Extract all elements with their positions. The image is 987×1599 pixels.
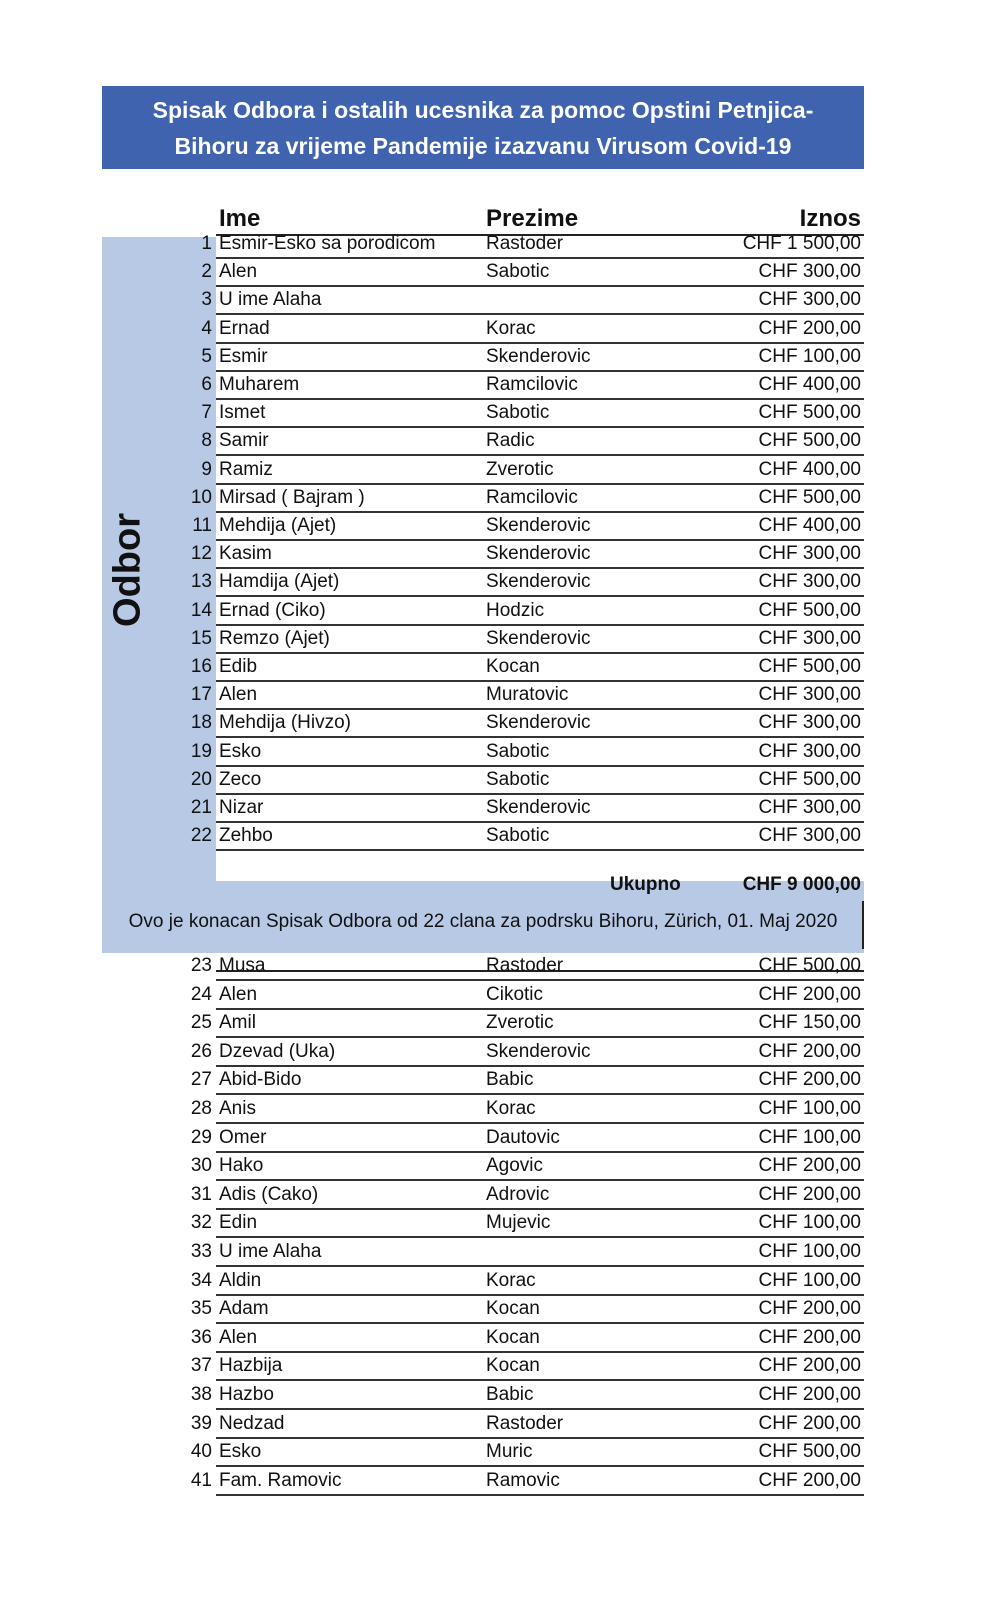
row-number: 38 — [190, 1384, 212, 1405]
row-ime: Alen — [219, 261, 258, 283]
row-number: 16 — [190, 656, 212, 677]
row-divider — [216, 483, 864, 485]
row-prezime: Korac — [486, 1098, 536, 1119]
row-prezime: Babic — [486, 1069, 534, 1091]
row-ime: Hako — [219, 1155, 264, 1177]
row-prezime: Skenderovic — [486, 1040, 591, 1062]
row-ime: Dzevad (Uka) — [219, 1040, 336, 1062]
row-iznos: CHF 200,00 — [758, 1326, 861, 1348]
row-ime: Adam — [219, 1298, 269, 1320]
row-iznos: CHF 200,00 — [758, 317, 861, 339]
row-iznos: CHF 500,00 — [758, 768, 861, 790]
row-prezime: Kocan — [486, 1298, 540, 1320]
row-iznos: CHF 500,00 — [758, 599, 861, 621]
title-line-2: Bihoru za vrijeme Pandemije izazvanu Virusom Covid-19 — [174, 132, 792, 159]
row-number: 25 — [190, 1012, 212, 1034]
row-iznos: CHF 100,00 — [758, 345, 861, 367]
row-number: 11 — [192, 515, 212, 536]
row-prezime: Sabotic — [486, 402, 550, 424]
row-iznos: CHF 400,00 — [758, 515, 861, 536]
row-divider — [216, 257, 864, 259]
row-number: 35 — [190, 1298, 212, 1320]
row-number: 27 — [190, 1069, 212, 1091]
row-prezime: Muric — [486, 1441, 533, 1463]
row-iznos: CHF 500,00 — [758, 430, 861, 452]
row-divider — [216, 680, 864, 682]
row-ime: Ismet — [219, 402, 266, 424]
table-header — [0, 205, 987, 235]
row-iznos: CHF 400,00 — [758, 374, 861, 395]
row-iznos: CHF 200,00 — [758, 1355, 861, 1377]
row-number: 28 — [190, 1098, 212, 1119]
row-divider — [216, 1408, 864, 1410]
row-number: 1 — [201, 233, 212, 254]
column-header-ime: Ime — [219, 205, 261, 232]
row-prezime: Ramcilovic — [486, 486, 578, 508]
row-divider — [216, 370, 864, 372]
row-iznos: CHF 300,00 — [758, 825, 861, 847]
row-ime: Kasim — [219, 543, 272, 565]
row-ime: Ramiz — [219, 458, 273, 480]
row-iznos: CHF 500,00 — [758, 955, 861, 976]
row-prezime: Muratovic — [486, 684, 569, 706]
row-iznos: CHF 200,00 — [758, 1040, 861, 1062]
row-number: 39 — [190, 1412, 212, 1434]
row-number: 24 — [190, 983, 212, 1005]
row-divider — [216, 1179, 864, 1181]
row-divider — [216, 398, 864, 400]
row-number: 8 — [201, 430, 212, 452]
row-prezime: Ramcilovic — [486, 374, 578, 395]
row-number: 9 — [201, 458, 212, 480]
row-ime: Omer — [219, 1126, 267, 1148]
row-number: 29 — [190, 1126, 212, 1148]
note-border — [862, 901, 864, 949]
row-divider — [216, 765, 864, 767]
row-divider — [216, 708, 864, 710]
row-divider — [216, 1036, 864, 1038]
row-number: 37 — [190, 1355, 212, 1377]
row-iznos: CHF 300,00 — [758, 571, 861, 593]
row-prezime: Agovic — [486, 1155, 544, 1177]
row-divider — [216, 1437, 864, 1439]
row-ime: Alen — [219, 983, 258, 1005]
row-ime: Hazbo — [219, 1384, 274, 1405]
row-prezime: Kocan — [486, 656, 540, 677]
row-prezime: Skenderovic — [486, 345, 591, 367]
row-iznos: CHF 100,00 — [758, 1269, 861, 1291]
row-divider — [216, 1265, 864, 1267]
row-number: 20 — [190, 768, 212, 790]
row-ime: Nedzad — [219, 1412, 285, 1434]
row-ime: Amil — [219, 1012, 256, 1034]
row-divider — [216, 1151, 864, 1153]
row-iznos: CHF 200,00 — [758, 1183, 861, 1205]
row-iznos: CHF 200,00 — [758, 1298, 861, 1320]
row-iznos: CHF 300,00 — [758, 712, 861, 734]
row-ime: Esmir-Esko sa porodicom — [219, 233, 436, 254]
row-ime: Zehbo — [219, 825, 273, 847]
row-ime: Musa — [219, 955, 266, 976]
row-prezime: Hodzic — [486, 599, 545, 621]
row-divider — [216, 1294, 864, 1296]
row-ime: Nizar — [219, 797, 264, 818]
row-iznos: CHF 300,00 — [758, 684, 861, 706]
row-number: 5 — [201, 345, 212, 367]
row-number: 22 — [190, 825, 212, 847]
row-divider — [216, 821, 864, 823]
row-number: 3 — [201, 289, 212, 311]
row-divider — [216, 539, 864, 541]
row-iznos: CHF 100,00 — [758, 1241, 861, 1262]
row-prezime: Sabotic — [486, 740, 550, 762]
row-prezime: Rastoder — [486, 233, 564, 254]
row-ime: Muharem — [219, 374, 300, 395]
row-prezime: Sabotic — [486, 825, 550, 847]
row-number: 18 — [190, 712, 212, 734]
row-prezime: Kocan — [486, 1326, 540, 1348]
row-divider — [216, 652, 864, 654]
row-number: 30 — [190, 1155, 212, 1177]
row-prezime: Korac — [486, 1269, 536, 1291]
row-iznos: CHF 500,00 — [758, 1441, 861, 1463]
row-ime: Abid-Bido — [219, 1069, 302, 1091]
column-header-iznos: Iznos — [799, 205, 861, 232]
row-number: 33 — [190, 1241, 212, 1262]
row-number: 21 — [190, 797, 212, 818]
row-prezime: Babic — [486, 1384, 534, 1405]
row-iznos: CHF 150,00 — [758, 1012, 861, 1034]
row-divider — [216, 1008, 864, 1010]
row-ime: Esmir — [219, 345, 268, 367]
row-iznos: CHF 500,00 — [758, 656, 861, 677]
row-prezime: Zverotic — [486, 1012, 554, 1034]
row-number: 40 — [190, 1441, 212, 1463]
total-label: Ukupno — [610, 874, 681, 895]
row-prezime: Cikotic — [486, 983, 544, 1005]
row-ime: Hamdija (Ajet) — [219, 571, 340, 593]
row-number: 36 — [190, 1326, 212, 1348]
total-value: CHF 9 000,00 — [742, 874, 861, 895]
row-ime: Samir — [219, 430, 269, 452]
row-divider — [216, 1093, 864, 1095]
row-number: 12 — [190, 543, 212, 565]
row-prezime: Sabotic — [486, 261, 550, 283]
row-prezime: Rastoder — [486, 1412, 564, 1434]
title-line-1: Spisak Odbora i ostalih ucesnika za pomoc Opstini Petnjica- — [152, 96, 814, 123]
row-iznos: CHF 300,00 — [758, 261, 861, 283]
row-prezime: Skenderovic — [486, 515, 591, 536]
row-number: 15 — [190, 627, 212, 649]
row-ime: U ime Alaha — [219, 289, 322, 311]
row-ime: Hazbija — [219, 1355, 283, 1377]
row-ime: Remzo (Ajet) — [219, 627, 330, 649]
row-ime: Mehdija (Ajet) — [219, 515, 337, 536]
row-ime: Anis — [219, 1098, 256, 1119]
row-number: 26 — [190, 1040, 212, 1062]
row-prezime: Zverotic — [486, 458, 554, 480]
row-divider — [216, 793, 864, 795]
row-divider — [216, 1494, 864, 1496]
row-ime: Alen — [219, 1326, 258, 1348]
row-ime: Esko — [219, 1441, 262, 1463]
row-number: 10 — [190, 486, 212, 508]
row-prezime: Rastoder — [486, 955, 564, 976]
row-divider — [216, 1465, 864, 1467]
row-iznos: CHF 200,00 — [758, 1069, 861, 1091]
row-prezime: Kocan — [486, 1355, 540, 1377]
row-prezime: Skenderovic — [486, 543, 591, 565]
row-number: 31 — [190, 1183, 212, 1205]
row-divider — [216, 1351, 864, 1353]
row-ime: Edib — [219, 656, 258, 677]
row-number: 19 — [190, 740, 212, 762]
row-iznos: CHF 100,00 — [758, 1098, 861, 1119]
row-number: 4 — [201, 317, 212, 339]
row-ime: Adis (Cako) — [219, 1183, 319, 1205]
row-ime: Aldin — [219, 1269, 262, 1291]
row-divider — [216, 1122, 864, 1124]
row-iznos: CHF 300,00 — [758, 627, 861, 649]
row-iznos: CHF 200,00 — [758, 1412, 861, 1434]
row-prezime: Skenderovic — [486, 571, 591, 593]
row-prezime: Korac — [486, 317, 536, 339]
row-ime: Esko — [219, 740, 262, 762]
row-iznos: CHF 300,00 — [758, 740, 861, 762]
row-number: 32 — [190, 1212, 212, 1234]
row-iznos: CHF 200,00 — [758, 983, 861, 1005]
row-prezime: Skenderovic — [486, 797, 591, 818]
row-prezime: Mujevic — [486, 1212, 551, 1234]
odbor-note: Ovo je konacan Spisak Odbora od 22 clana za podrsku Bihoru, Zürich, 01. Maj 2020 — [128, 911, 838, 932]
row-number: 34 — [190, 1269, 212, 1291]
row-number: 41 — [190, 1469, 212, 1491]
title-banner — [102, 86, 864, 169]
row-number: 14 — [190, 599, 212, 621]
row-ime: Zeco — [219, 768, 262, 790]
row-divider — [216, 511, 864, 513]
row-prezime: Skenderovic — [486, 627, 591, 649]
row-iznos: CHF 100,00 — [758, 1126, 861, 1148]
row-prezime: Adrovic — [486, 1183, 550, 1205]
row-divider — [216, 595, 864, 597]
row-divider — [216, 1379, 864, 1381]
row-divider — [216, 1322, 864, 1324]
row-divider — [216, 736, 864, 738]
row-prezime: Ramovic — [486, 1469, 560, 1491]
row-iznos: CHF 200,00 — [758, 1155, 861, 1177]
row-ime: Mehdija (Hivzo) — [219, 712, 351, 734]
row-ime: Edin — [219, 1212, 258, 1234]
row-divider — [216, 426, 864, 428]
row-prezime: Sabotic — [486, 768, 550, 790]
row-number: 17 — [190, 684, 212, 706]
row-divider — [216, 1065, 864, 1067]
row-divider — [216, 624, 864, 626]
row-divider — [216, 454, 864, 456]
row-prezime: Skenderovic — [486, 712, 591, 734]
row-ime: Mirsad ( Bajram ) — [219, 486, 365, 508]
row-divider — [216, 342, 864, 344]
row-number: 23 — [190, 955, 212, 976]
row-divider — [216, 567, 864, 569]
row-ime: Ernad — [219, 317, 270, 339]
row-divider — [216, 285, 864, 287]
row-iznos: CHF 100,00 — [758, 1212, 861, 1234]
column-header-prezime: Prezime — [486, 205, 579, 232]
row-iznos: CHF 300,00 — [758, 543, 861, 565]
row-divider — [216, 849, 864, 851]
row-ime: Fam. Ramovic — [219, 1469, 342, 1491]
row-number: 7 — [201, 402, 212, 424]
row-prezime: Radic — [486, 430, 535, 452]
row-ime: Ernad (Ciko) — [219, 599, 326, 621]
row-iznos: CHF 400,00 — [758, 458, 861, 480]
row-prezime: Dautovic — [486, 1126, 560, 1148]
row-iznos: CHF 500,00 — [758, 486, 861, 508]
row-iznos: CHF 300,00 — [758, 797, 861, 818]
row-divider — [216, 1236, 864, 1238]
row-number: 6 — [201, 374, 212, 395]
row-number: 13 — [190, 571, 212, 593]
row-iznos: CHF 500,00 — [758, 402, 861, 424]
row-iznos: CHF 200,00 — [758, 1384, 861, 1405]
row-iznos: CHF 300,00 — [758, 289, 861, 311]
row-divider — [216, 1208, 864, 1210]
row-ime: Alen — [219, 684, 258, 706]
row-ime: U ime Alaha — [219, 1241, 322, 1262]
row-iznos: CHF 200,00 — [758, 1469, 861, 1491]
row-divider — [216, 313, 864, 315]
row-iznos: CHF 1 500,00 — [742, 233, 861, 254]
odbor-label-text: Odbor — [106, 513, 149, 627]
row-divider — [216, 979, 864, 981]
row-number: 2 — [201, 261, 212, 283]
